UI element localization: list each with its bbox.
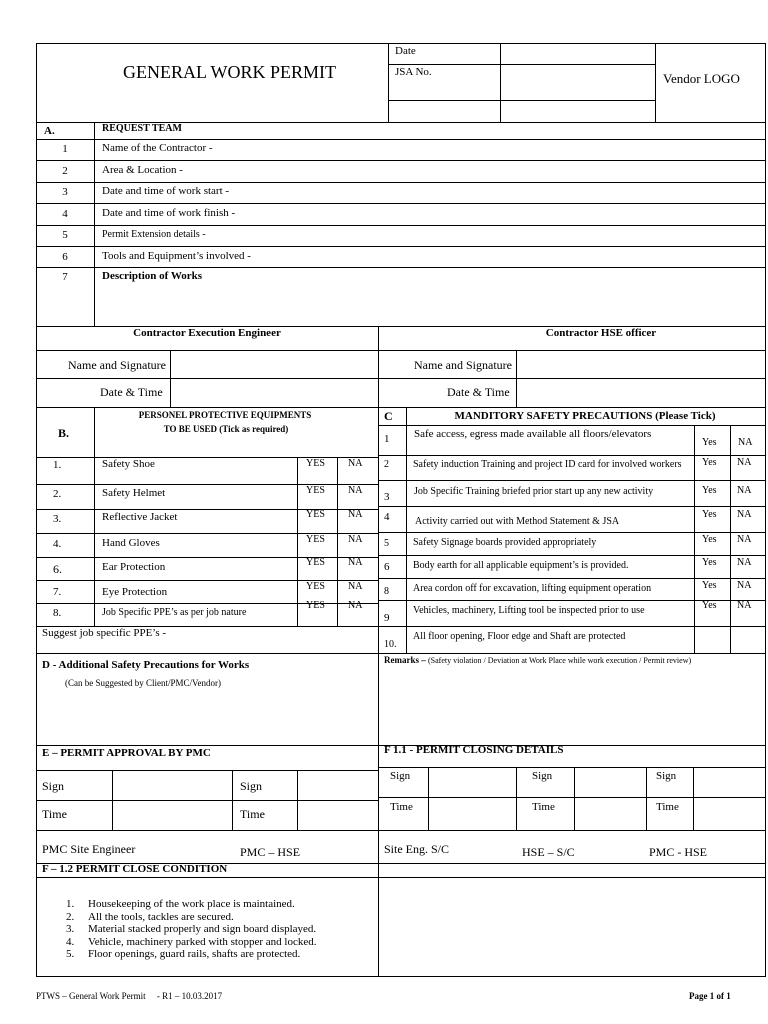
yes-option[interactable]: Yes xyxy=(702,509,717,520)
row-num: 1 xyxy=(62,143,68,155)
na-option[interactable]: NA xyxy=(737,485,752,496)
yes-option[interactable]: Yes xyxy=(702,557,717,568)
name-signature-label: Name and Signature xyxy=(414,358,512,372)
ppe-num: 6. xyxy=(53,562,62,576)
ppe-safety-shoe: Safety Shoe xyxy=(102,458,155,470)
ppe-hand-gloves: Hand Gloves xyxy=(102,537,160,549)
vendor-logo: Vendor LOGO xyxy=(663,71,740,86)
ppe-num: 1. xyxy=(53,459,62,471)
ppe-eye-protection: Eye Protection xyxy=(102,586,168,598)
area-location-label: Area & Location - xyxy=(102,164,183,176)
row-num: 6 xyxy=(62,251,68,263)
time-label: Time xyxy=(656,801,679,813)
section-d-heading: D - Additional Safety Precautions for Works xyxy=(42,659,250,671)
precaution-num: 4 xyxy=(384,511,390,523)
section-f12-heading: F – 1.2 PERMIT CLOSE CONDITION xyxy=(42,863,228,875)
date-label: Date xyxy=(395,45,416,57)
row-num: 4 xyxy=(62,208,68,220)
section-d-subheading: (Can be Suggested by Client/PMC/Vendor) xyxy=(65,678,221,688)
row-num: 5 xyxy=(62,229,68,241)
name-signature-label: Name and Signature xyxy=(68,358,166,372)
row-num: 3 xyxy=(62,186,68,198)
section-e-heading: E – PERMIT APPROVAL BY PMC xyxy=(42,747,211,759)
outer-border-bottom xyxy=(36,976,766,977)
yes-option[interactable]: YES xyxy=(306,509,325,520)
ppe-heading: PERSONEL PROTECTIVE EQUIPMENTS xyxy=(138,410,312,420)
pmc-hse-label: PMC - HSE xyxy=(649,845,708,859)
na-option[interactable]: NA xyxy=(348,557,363,568)
na-option[interactable]: NA xyxy=(737,557,752,568)
ppe-reflective-jacket: Reflective Jacket xyxy=(102,511,178,523)
precaution-area-cordon: Area cordon off for excavation, lifting equipment operation xyxy=(413,583,652,594)
section-c-letter: C xyxy=(384,409,393,423)
row-num: 2 xyxy=(62,165,68,177)
ppe-job-specific: Job Specific PPE’s as per job nature xyxy=(102,607,247,618)
yes-option[interactable]: YES xyxy=(306,600,325,611)
na-option[interactable]: NA xyxy=(348,458,363,469)
ppe-subheading: TO BE USED (Tick as required) xyxy=(163,424,289,434)
remarks-title: Remarks – xyxy=(384,655,426,665)
na-option[interactable]: NA xyxy=(737,580,752,591)
list-item: 2. All the tools, tackles are secured. xyxy=(66,910,234,923)
contractor-engineer-heading: Contractor Execution Engineer xyxy=(133,327,281,339)
date-time-label: Date & Time xyxy=(100,385,163,399)
ppe-ear-protection: Ear Protection xyxy=(102,561,166,573)
sign-label: Sign xyxy=(390,770,411,782)
precaution-floor-opening: All floor opening, Floor edge and Shaft are protected xyxy=(413,631,626,642)
precaution-num: 3 xyxy=(384,491,390,503)
time-label: Time xyxy=(240,807,265,821)
ppe-num: 2. xyxy=(53,488,62,500)
permit-extension-label: Permit Extension details - xyxy=(102,229,206,240)
list-item: 5. Floor openings, guard rails, shafts are protected. xyxy=(66,948,301,961)
na-option[interactable]: NA xyxy=(738,437,753,448)
contractor-hse-heading: Contractor HSE officer xyxy=(545,327,657,339)
precaution-num: 5 xyxy=(384,538,389,549)
yes-option[interactable]: YES xyxy=(306,581,325,592)
precaution-body-earth: Body earth for all applicable equipment’s is provided. xyxy=(413,560,629,571)
outer-border-left xyxy=(36,43,37,977)
footer-doc-id: PTWS – General Work Permit - R1 – 10.03.2017 xyxy=(36,991,223,1001)
time-label: Time xyxy=(390,801,413,813)
list-item: 1. Housekeeping of the work place is maintained. xyxy=(66,898,295,910)
sign-label: Sign xyxy=(240,779,263,793)
na-option[interactable]: NA xyxy=(737,534,752,545)
footer-page-number: Page 1 of 1 xyxy=(689,991,731,1001)
jsa-label: JSA No. xyxy=(395,66,432,78)
precaution-num: 2 xyxy=(384,459,389,470)
contractor-name-label: Name of the Contractor - xyxy=(102,142,213,154)
na-option[interactable]: NA xyxy=(348,581,363,592)
time-label: Time xyxy=(42,807,67,821)
form-title: GENERAL WORK PERMIT xyxy=(123,62,336,82)
precaution-num: 1 xyxy=(384,433,390,445)
na-option[interactable]: NA xyxy=(737,600,752,611)
pmc-hse-label: PMC – HSE xyxy=(240,845,301,859)
na-option[interactable]: NA xyxy=(348,485,363,496)
ppe-num: 3. xyxy=(53,513,62,525)
ppe-safety-helmet: Safety Helmet xyxy=(102,487,166,499)
time-label: Time xyxy=(532,801,555,813)
yes-option[interactable]: YES xyxy=(306,485,325,496)
sign-label: Sign xyxy=(42,779,65,793)
site-eng-label: Site Eng. S/C xyxy=(384,842,450,856)
section-f11-heading: F 1.1 - PERMIT CLOSING DETAILS xyxy=(384,744,564,756)
list-item: 4. Vehicle, machinery parked with stopper and locked. xyxy=(66,935,317,948)
close-condition-list xyxy=(66,898,316,961)
precaution-job-training: Job Specific Training briefed prior start up any new activity xyxy=(414,486,654,497)
ppe-num: 7. xyxy=(53,586,62,598)
precaution-vehicles: Vehicles, machinery, Lifting tool be inspected prior to use xyxy=(413,605,645,616)
sign-label: Sign xyxy=(532,770,553,782)
yes-option[interactable]: YES xyxy=(306,557,325,568)
pmc-site-engineer-label: PMC Site Engineer xyxy=(42,842,136,856)
precaution-safety-induction: Safety induction Training and project ID card for involved workers xyxy=(413,459,682,470)
ppe-num: 8. xyxy=(53,607,62,619)
section-b-letter: B. xyxy=(58,426,70,440)
section-c-heading: MANDITORY SAFETY PRECAUTIONS (Please Tick) xyxy=(454,410,716,422)
section-a-heading: REQUEST TEAM xyxy=(102,123,182,134)
work-start-label: Date and time of work start - xyxy=(102,185,230,197)
precaution-safe-access: Safe access, egress made available all floors/elevators xyxy=(414,428,652,440)
tools-equipment-label: Tools and Equipment’s involved - xyxy=(102,250,251,262)
na-option[interactable]: NA xyxy=(737,457,752,468)
na-option[interactable]: NA xyxy=(737,509,752,520)
precaution-signage: Safety Signage boards provided appropriately xyxy=(413,537,597,548)
row-num: 7 xyxy=(62,271,68,283)
yes-option[interactable]: Yes xyxy=(702,580,717,591)
list-item: 3. Material stacked properly and sign board displayed. xyxy=(66,923,317,936)
precaution-num: 10. xyxy=(384,639,397,650)
outer-border-top xyxy=(36,43,766,44)
outer-border-right xyxy=(765,43,766,977)
work-finish-label: Date and time of work finish - xyxy=(102,207,236,219)
precaution-num: 9 xyxy=(384,612,390,624)
yes-option[interactable]: Yes xyxy=(702,437,717,448)
date-time-label: Date & Time xyxy=(447,385,510,399)
yes-option[interactable]: YES xyxy=(306,458,325,469)
yes-option[interactable]: Yes xyxy=(702,457,717,468)
precaution-num: 8 xyxy=(384,586,389,597)
precaution-num: 6 xyxy=(384,561,390,573)
description-label: Description of Works xyxy=(102,270,203,282)
hse-sc-label: HSE – S/C xyxy=(522,845,575,859)
remarks-label xyxy=(384,656,691,665)
ppe-num: 4. xyxy=(53,538,62,550)
precaution-method-statement: Activity carried out with Method Statement & JSA xyxy=(415,516,620,527)
na-option[interactable]: NA xyxy=(348,534,363,545)
na-option[interactable]: NA xyxy=(348,509,363,520)
remarks-note: (Safety violation / Deviation at Work Place while work execution / Permit review) xyxy=(428,656,692,665)
yes-option[interactable]: Yes xyxy=(702,485,717,496)
section-a-letter: A. xyxy=(44,125,55,137)
yes-option[interactable]: Yes xyxy=(702,534,717,545)
suggest-ppe-label: Suggest job specific PPE’s - xyxy=(42,627,167,639)
yes-option[interactable]: Yes xyxy=(702,600,717,611)
na-option[interactable]: NA xyxy=(348,600,363,611)
yes-option[interactable]: YES xyxy=(306,534,325,545)
sign-label: Sign xyxy=(656,770,677,782)
